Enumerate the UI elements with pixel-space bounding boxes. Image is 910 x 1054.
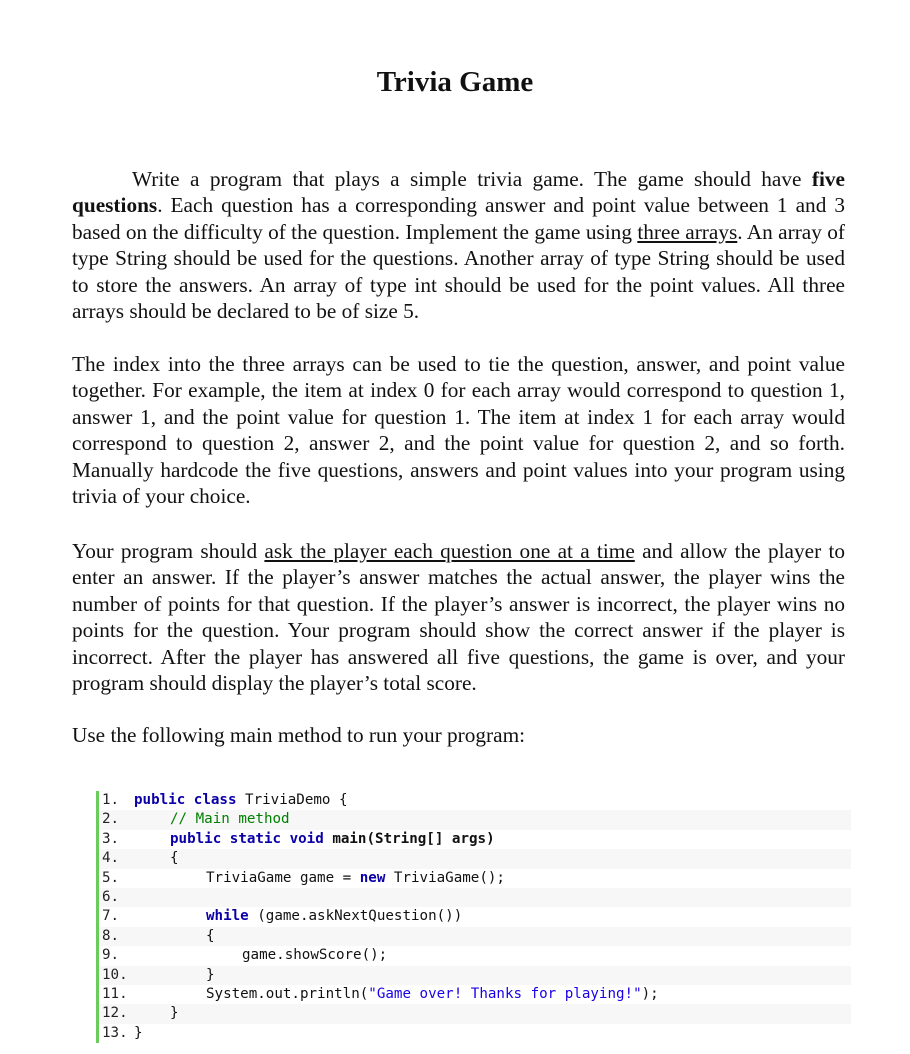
line-number: 1. xyxy=(102,792,120,808)
code-text: game.showScore(); xyxy=(242,947,388,964)
gameplay-underline-ask: ask the player each question one at a time xyxy=(264,539,635,563)
line-number: 11. xyxy=(102,985,128,1002)
code-method-name: main xyxy=(332,830,367,847)
code-keyword: while xyxy=(206,908,249,925)
code-line-2 xyxy=(99,810,851,829)
code-line-8 xyxy=(99,927,851,946)
line-number: 9. xyxy=(102,947,120,964)
line-number: 10. xyxy=(102,966,128,983)
intro-bold-five-questions: five questions xyxy=(72,167,845,218)
paragraph-gameplay xyxy=(72,538,845,696)
paragraph-index: The index into the three arrays can be used to tie the question, answer, and point value together. For example, the item at index 0 for each array would correspond to question 1, answer 1, and the point value for question 1. The item at index 1 for each array would correspond to question 2, answer 2, and the point value for question 2, and so forth. Manually hardcode the five questions, answers and point values into your program using trivia of your choice. xyxy=(72,352,845,509)
code-listing xyxy=(96,791,851,1043)
line-number: 12. xyxy=(102,1005,128,1022)
code-text: ); xyxy=(641,985,659,1002)
code-line-12 xyxy=(99,1004,851,1023)
intro-text-c: . Each question has a corresponding answer and point value between 1 and 3 based on the difficulty of the question. Implement the game using xyxy=(72,193,845,244)
code-text: System.out.println( xyxy=(206,985,369,1002)
code-line-6 xyxy=(99,888,851,907)
code-line-5 xyxy=(99,869,851,888)
code-keyword: static xyxy=(229,830,282,847)
code-keyword: public xyxy=(134,792,186,808)
line-number: 4. xyxy=(102,850,120,867)
paragraph-intro xyxy=(72,166,845,324)
code-text: { xyxy=(170,850,179,867)
code-text: { xyxy=(206,927,215,944)
code-line-7 xyxy=(99,907,851,926)
code-line-11 xyxy=(99,985,851,1004)
code-keyword: new xyxy=(359,869,386,886)
intro-text-a: Write a program that plays a simple trivia game. The game should have xyxy=(132,167,812,191)
line-number: 2. xyxy=(102,811,120,828)
line-number: 3. xyxy=(102,830,120,847)
paragraph-use-main: Use the following main method to run your program: xyxy=(72,723,526,747)
code-keyword: public xyxy=(170,830,222,847)
line-number: 13. xyxy=(102,1024,128,1041)
code-line-13 xyxy=(99,1024,851,1043)
intro-underline-three-arrays: three arrays xyxy=(637,219,738,244)
code-text: (game.askNextQuestion()) xyxy=(248,908,463,925)
code-text: TriviaDemo { xyxy=(236,792,348,808)
code-text: TriviaGame game = xyxy=(206,869,360,886)
intro-text-e: . An array of type String should be used for the questions. Another array of type String should be used to store the answers. An array of type int should be used for the point values. All three arrays should be declared to be of size 5. xyxy=(72,219,845,324)
code-text: (String[] args) xyxy=(366,830,495,847)
code-text: TriviaGame(); xyxy=(385,869,505,886)
line-number: 5. xyxy=(102,869,120,886)
gameplay-text-a: Your program should xyxy=(72,539,265,563)
code-line-3 xyxy=(99,830,851,849)
code-text: } xyxy=(206,966,215,983)
code-text: } xyxy=(134,1024,143,1041)
line-number: 6. xyxy=(102,888,120,905)
page-title: Trivia Game xyxy=(376,66,534,98)
code-comment: // Main method xyxy=(170,811,290,828)
line-number: 7. xyxy=(102,908,120,925)
code-line-10 xyxy=(99,966,851,985)
code-keyword: void xyxy=(289,830,324,847)
code-line-4 xyxy=(99,849,851,868)
code-keyword: class xyxy=(193,792,237,808)
code-line-9 xyxy=(99,946,851,965)
gameplay-text-c: and allow the player to enter an answer. If the player’s answer matches the actual answer, the player wins the number of points for that question. If the player’s answer is incorrect, the player wins no points for the question. Your program should show the correct answer if the player is incorrect. After the player has answered all five questions, the game is over, and your program should display the player’s total score. xyxy=(72,539,846,696)
code-text: } xyxy=(170,1005,179,1022)
code-string: "Game over! Thanks for playing!" xyxy=(368,985,642,1002)
line-number: 8. xyxy=(102,927,120,944)
code-line-1 xyxy=(99,791,851,810)
